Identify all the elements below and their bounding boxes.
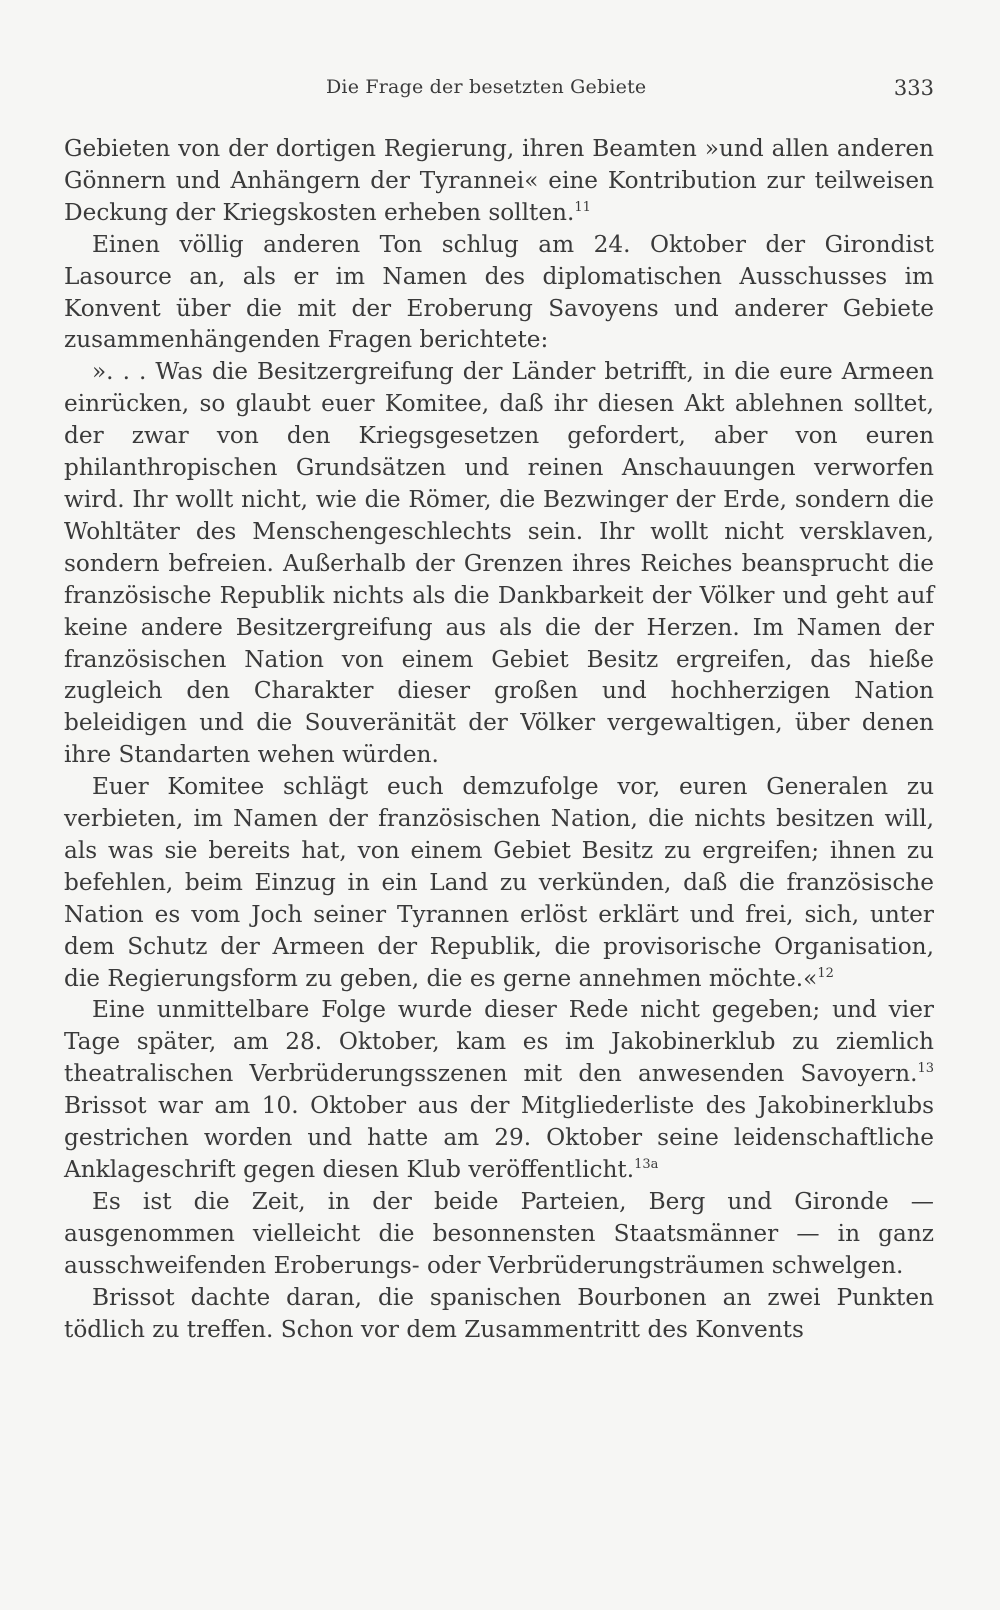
paragraph-text: Einen völlig anderen Ton schlug am 24. Oktober der Girondist Lasource an, als er im Namen des diplomatischen Ausschusses im Konvent über die mit der Eroberung Savoyens und anderer Gebiete zusammenhängenden Fragen berichtete:	[64, 230, 934, 354]
paragraph-text: Brissot war am 10. Oktober aus der Mitgliederliste des Jakobinerklubs gestrichen worden und hatte am 29. Oktober seine leidenschaftliche Anklageschrift gegen diesen Klub veröffentlicht.	[64, 1092, 934, 1183]
quote-paragraph	[64, 771, 934, 994]
footnote-ref: 13a	[634, 1157, 659, 1172]
paragraph-text: Eine unmittelbare Folge wurde dieser Rede nicht gegeben; und vier Tage später, am 28. Oktober, kam es im Jakobinerklub zu ziemlich theatralischen Verbrüderungsszenen mit den anwesenden Savoyern.	[64, 996, 934, 1088]
paragraph	[64, 133, 934, 229]
paragraph-text: Euer Komitee schlägt euch demzufolge vor, euren Generalen zu verbieten, im Namen der französischen Nation, die nichts besitzen will, als was sie bereits hat, von einem Gebiet Besitz zu ergreifen; ihnen zu befehlen, beim Einzug in ein Land zu verkünden, daß die französische Nation es vom Joch seiner Tyrannen erlöst erklärt und frei, sich, unter dem Schutz der Armeen der Republik, die provisorische Organisation, die Regierungsform zu geben, die es gerne annehmen möchte.«	[64, 773, 934, 992]
paragraph-text: Es ist die Zeit, in der beide Parteien, Berg und Gironde — ausgenommen vielleicht die besonnensten Staatsmänner — in ganz ausschweifenden Eroberungs- oder Verbrüderungsträumen schwelgen.	[64, 1187, 934, 1279]
paragraph-text: ». . . Was die Besitzergreifung der Länder betrifft, in die eure Armeen einrücken, so glaubt euer Komitee, daß ihr diesen Akt ablehnen solltet, der zwar von den Kriegsgesetzen gefordert, aber von euren philanthropischen Grundsätzen und reinen Anschauungen verworfen wird. Ihr wollt nicht, wie die Römer, die Bezwinger der Erde, sondern die Wohltäter des Menschengeschlechts sein. Ihr wollt nicht versklaven, sondern befreien. Außerhalb der Grenzen ihres Reiches beansprucht die französische Republik nichts als die Dankbarkeit der Völker und geht auf keine andere Besitzergreifung aus als die der Herzen. Im Namen der französischen Nation von einem Gebiet Besitz ergreifen, das hieße zugleich den Charakter dieser großen und hochherzigen Nation beleidigen und die Souveränität der Völker vergewaltigen, über denen ihre Standarten wehen würden.	[64, 358, 934, 769]
footnote-ref: 11	[574, 199, 591, 215]
footnote-ref: 12	[817, 965, 834, 981]
paragraph-text: Gebieten von der dortigen Regierung, ihren Beamten »und allen anderen Gönnern und Anhängern der Tyrannei« eine Kontribution zur teilweisen Deckung der Kriegskosten erheben sollten.	[64, 135, 934, 226]
paragraph-text: Brissot dachte daran, die spanischen Bourbonen an zwei Punkten tödlich zu treffen. Schon vor dem Zusammentritt des Konvents	[64, 1283, 934, 1343]
quote-paragraph	[64, 356, 934, 771]
paragraph	[64, 229, 934, 357]
body-text	[64, 133, 934, 1345]
paragraph	[64, 1186, 934, 1282]
page-number: 333	[893, 76, 934, 100]
paragraph	[64, 994, 934, 1185]
running-title: Die Frage der besetzten Gebiete	[326, 76, 647, 98]
paragraph	[64, 1282, 934, 1346]
running-head	[64, 76, 934, 108]
footnote-ref: 13	[917, 1061, 934, 1077]
